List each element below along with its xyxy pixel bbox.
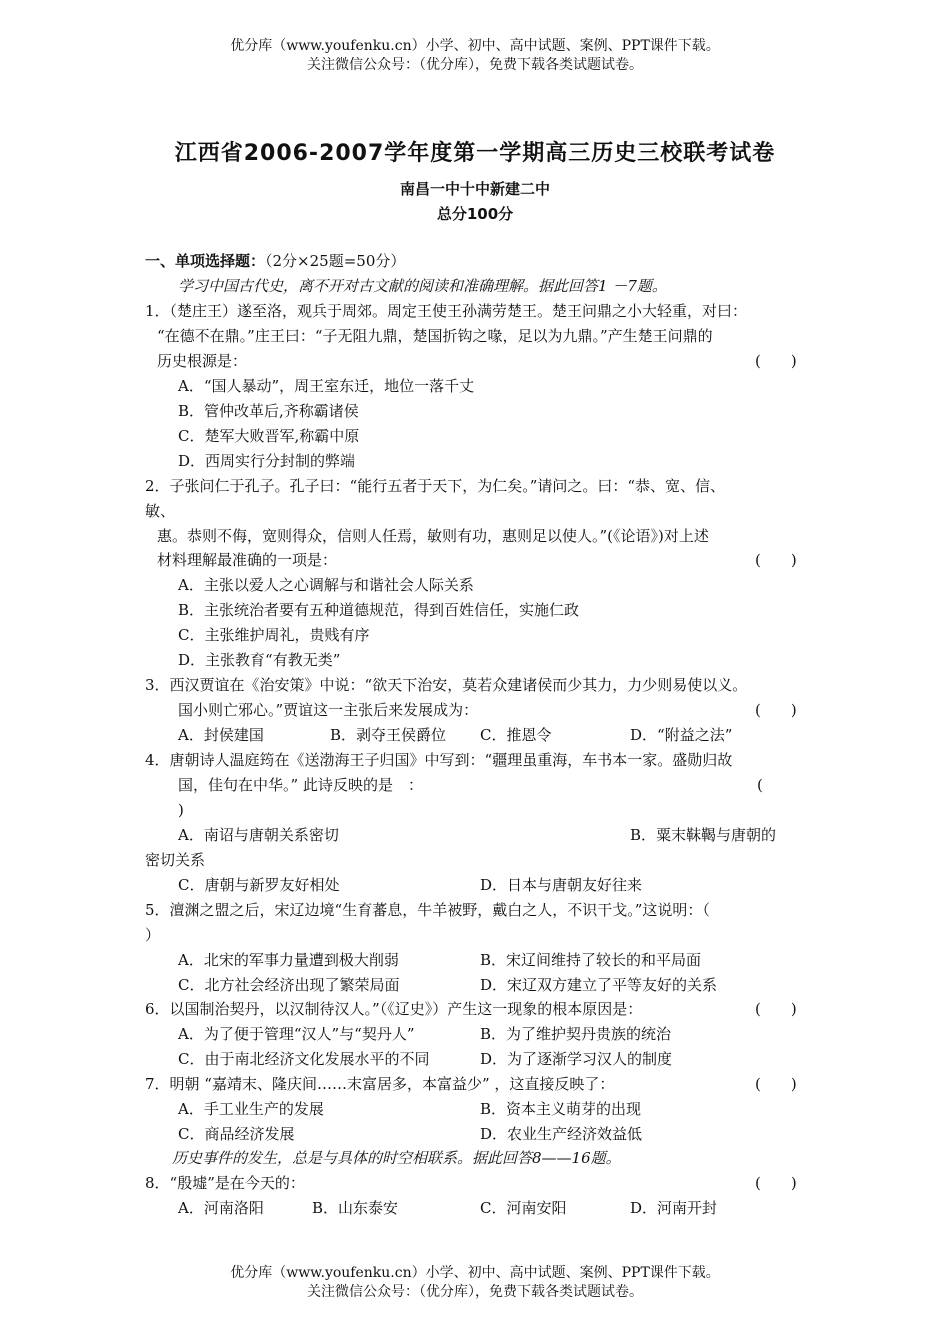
- section-intro-1: 学习中国古代史，离不开对古文献的阅读和准确理解。据此回答1 －7题。: [178, 277, 667, 295]
- question-7-line-1: 7．明朝 “嘉靖末、隆庆间……末富居多，本富益少” ，这直接反映了：: [145, 1075, 615, 1093]
- question-3-line-2: 国小则亡邪心。”贾谊这一主张后来发展成为：: [178, 701, 479, 719]
- question-8-line-1: 8．“殷墟”是在今天的：: [145, 1174, 305, 1192]
- question-4-option-d: D．日本与唐朝友好往来: [480, 876, 643, 894]
- section-score: （2分×25题=50分）: [265, 252, 406, 270]
- answer-blank: ( ): [755, 551, 797, 569]
- footer-line-1: 优分库（www.youfenku.cn）小学、初中、高中试题、案例、PPT课件下载。: [230, 1265, 720, 1281]
- page-footer: [0, 1264, 950, 1302]
- question-2-option-a: A．主张以爱人之心调解与和谐社会人际关系: [178, 576, 474, 594]
- question-3-option-b: B．剥夺王侯爵位: [330, 726, 447, 744]
- question-6-option-c: C．由于南北经济文化发展水平的不同: [178, 1050, 430, 1068]
- page-header: [0, 37, 950, 75]
- question-1-option-c: C．楚军大败晋军,称霸中原: [178, 427, 360, 445]
- question-4-paren-close: ): [178, 801, 184, 819]
- question-6-line-1: 6．以国制治契丹，以汉制待汉人。”（《辽史》）产生这一现象的根本原因是：: [145, 1000, 643, 1018]
- header-line-2: 关注微信公众号：（优分库），免费下载各类试题试卷。: [307, 57, 643, 73]
- question-5-option-d: D．宋辽双方建立了平等友好的关系: [480, 976, 718, 994]
- school-names: 南昌一中十中新建二中: [399, 180, 550, 198]
- question-1-option-d: D．西周实行分封制的弊端: [178, 452, 356, 470]
- question-5-line-2: ）: [145, 926, 161, 944]
- section-heading: [145, 251, 405, 271]
- question-4-option-c: C．唐朝与新罗友好相处: [178, 876, 340, 894]
- question-1-line-2: “在德不在鼎。”庄王曰：“子无阻九鼎，楚国折钩之喙，足以为九鼎。”产生楚王问鼎的: [157, 327, 713, 345]
- question-3-option-d: D．“附益之法”: [630, 726, 733, 744]
- question-1-line-1: 1．（楚庄王）遂至洛，观兵于周郊。周定王使王孙满劳楚王。楚王问鼎之小大轻重，对曰：: [145, 302, 748, 320]
- question-5-line-1: 5．澶渊之盟之后，宋辽边境“生育蕃息，牛羊被野，戴白之人，不识干戈。”这说明：（: [145, 901, 710, 919]
- question-4-option-a: A．南诏与唐朝关系密切: [178, 826, 339, 844]
- question-8-option-a: A．河南洛阳: [178, 1199, 264, 1217]
- question-4-line-1: 4．唐朝诗人温庭筠在《送渤海王子归国》中写到：“疆理虽重海，车书本一家。盛勋归故: [145, 751, 733, 769]
- question-7-option-d: D．农业生产经济效益低: [480, 1125, 643, 1143]
- question-4-paren-open: (: [757, 776, 763, 794]
- question-2-option-b: B．主张统治者要有五种道德规范，得到百姓信任，实施仁政: [178, 601, 580, 619]
- question-5-option-a: A．北宋的军事力量遭到极大削弱: [178, 951, 399, 969]
- total-score: 总分100分: [436, 205, 514, 223]
- question-2-line-1: 2．子张问仁于孔子。孔子曰：“能行五者于天下，为仁矣。”请问之。曰：“恭、宽、信、: [145, 477, 726, 495]
- question-1-option-b: B．管仲改革后,齐称霸诸侯: [178, 402, 359, 420]
- question-2-option-c: C．主张维护周礼，贵贱有序: [178, 626, 370, 644]
- question-8-option-b: B．山东泰安: [312, 1199, 399, 1217]
- question-7-option-a: A．手工业生产的发展: [178, 1100, 324, 1118]
- question-2-line-4: 材料理解最准确的一项是：: [157, 551, 338, 569]
- answer-blank: ( ): [755, 352, 797, 370]
- question-7-option-c: C．商品经济发展: [178, 1125, 295, 1143]
- answer-blank: ( ): [755, 1075, 797, 1093]
- question-8-option-d: D．河南开封: [630, 1199, 718, 1217]
- answer-blank: ( ): [755, 1174, 797, 1192]
- header-line-1: 优分库（www.youfenku.cn）小学、初中、高中试题、案例、PPT课件下载。: [230, 38, 720, 54]
- question-3-line-1: 3．西汉贾谊在《治安策》中说：“欲天下治安，莫若众建诸侯而少其力，力少则易使以义。: [145, 676, 748, 694]
- question-8-option-c: C．河南安阳: [480, 1199, 567, 1217]
- question-6-option-a: A．为了便于管理“汉人”与“契丹人”: [178, 1025, 415, 1043]
- question-3-option-a: A．封侯建国: [178, 726, 264, 744]
- question-4-line-2: 国，佳句在中华。” 此诗反映的是 ：: [178, 776, 423, 794]
- question-2-line-3: 惠。恭则不侮，宽则得众，信则人任焉，敏则有功，惠则足以使人。”(《论语》)对上述: [157, 527, 709, 545]
- question-5-option-c: C．北方社会经济出现了繁荣局面: [178, 976, 400, 994]
- answer-blank: ( ): [755, 1000, 797, 1018]
- section-label: 一、单项选择题：: [145, 252, 266, 270]
- question-4-option-b: B．粟末靺鞨与唐朝的: [630, 826, 777, 844]
- footer-line-2: 关注微信公众号：（优分库），免费下载各类试题试卷。: [307, 1284, 643, 1300]
- question-2-line-2: 敏、: [145, 502, 176, 520]
- question-1-option-a: A．“国人暴动”，周王室东迁，地位一落千丈: [178, 377, 475, 395]
- question-2-option-d: D．主张教育“有教无类”: [178, 651, 341, 669]
- section-intro-2: 历史事件的发生，总是与具体的时空相联系。据此回答8——16题。: [172, 1149, 621, 1167]
- answer-blank: ( ): [755, 701, 797, 719]
- question-6-option-d: D．为了逐渐学习汉人的制度: [480, 1050, 673, 1068]
- exam-title: 江西省2006-2007学年度第一学期高三历史三校联考试卷: [174, 141, 776, 166]
- question-1-line-3: 历史根源是：: [157, 352, 248, 370]
- question-4-option-b-cont: 密切关系: [145, 851, 206, 869]
- question-3-option-c: C．推恩令: [480, 726, 552, 744]
- question-5-option-b: B．宋辽间维持了较长的和平局面: [480, 951, 702, 969]
- question-7-option-b: B．资本主义萌芽的出现: [480, 1100, 642, 1118]
- question-6-option-b: B．为了维护契丹贵族的统治: [480, 1025, 672, 1043]
